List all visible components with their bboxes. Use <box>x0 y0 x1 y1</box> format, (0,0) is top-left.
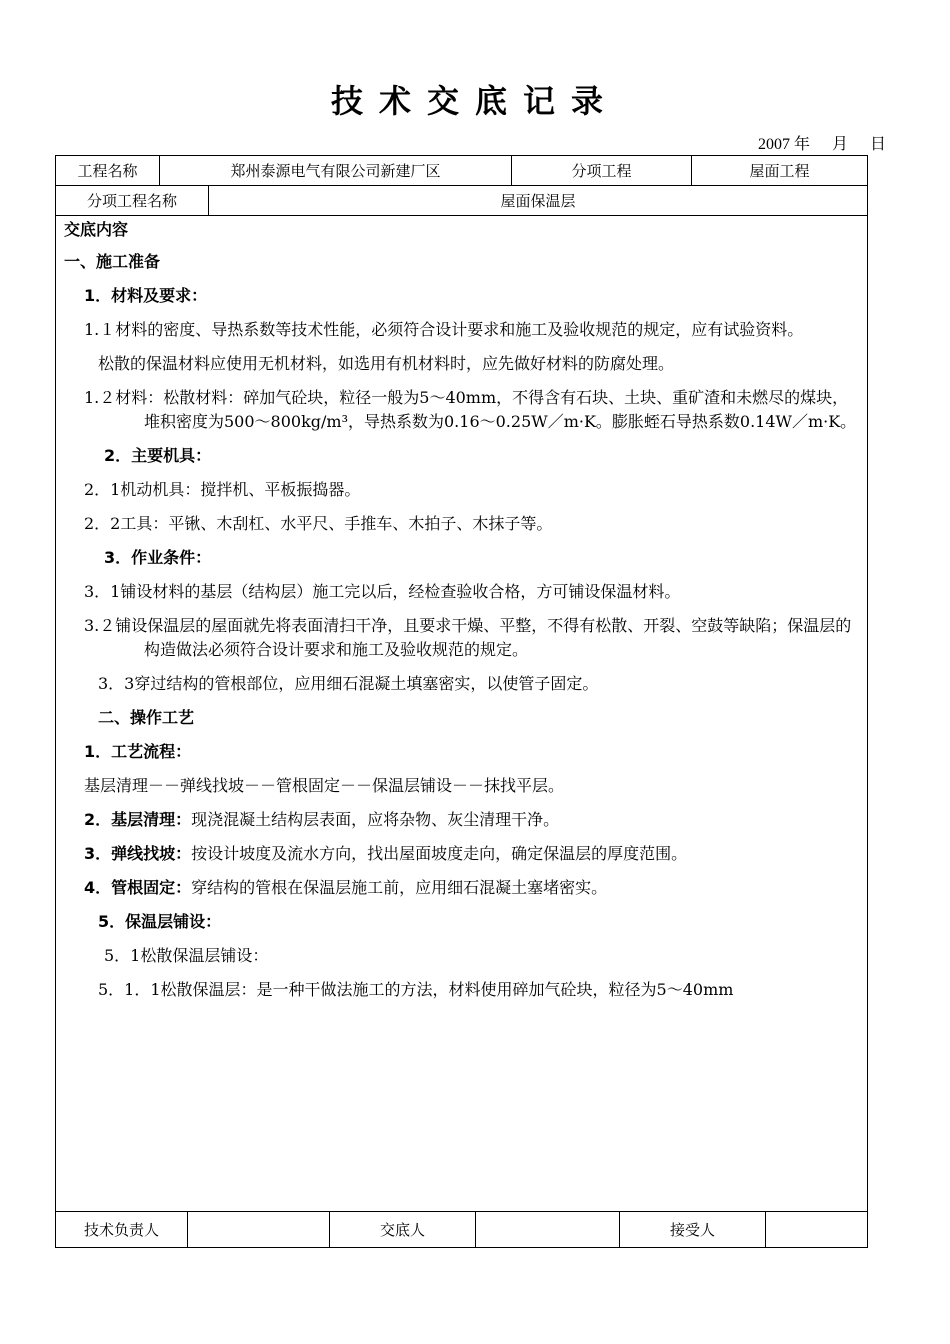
heading-conditions: 3．作业条件： <box>104 548 212 567</box>
pipe-label: 4．管根固定： <box>84 878 192 897</box>
para-1-1: 1.１材料的密度、导热系数等技术性能，必须符合设计要求和施工及验收规范的规定，应有试验资料。 <box>84 320 804 339</box>
receiver-label: 接受人 <box>620 1212 766 1247</box>
slope-label: 3．弹线找坡： <box>84 844 192 863</box>
para-slope <box>64 842 861 866</box>
sub-project-value: 屋面工程 <box>749 162 810 180</box>
discloser-signature[interactable] <box>476 1212 620 1247</box>
base-clean-label: 2．基层清理： <box>84 810 192 829</box>
date-year-unit: 年 <box>793 136 810 153</box>
para-5-1-1: 5．1．1松散保温层：是一种干做法施工的方法，材料使用碎加气砼块，粒径为5～40mm <box>98 980 734 999</box>
project-name-value: 郑州泰源电气有限公司新建厂区 <box>160 156 512 185</box>
heading-tools: 2．主要机具： <box>104 446 212 465</box>
date-year: 2007 <box>757 136 790 153</box>
para-base-clean <box>64 808 861 832</box>
signature-row <box>56 1211 867 1247</box>
disclosure-content <box>64 218 861 1002</box>
para-1-2: 1.２材料：松散材料：碎加气砼块，粒径一般为5～40mm，不得含有石块、土块、重矿渣和未燃尽的煤块，堆积密度为500～800kg/m³，导热系数为0.16～0.25W／m·K。膨胀蛭石导热系数0.14W／m·K。 <box>84 388 857 431</box>
heading-materials: 1．材料及要求： <box>84 286 208 305</box>
pipe-text: 穿结构的管根在保温层施工前，应用细石混凝土塞堵密实。 <box>191 878 608 897</box>
para-pipe <box>64 876 861 900</box>
sub-project-name-value: 屋面保温层 <box>500 192 576 210</box>
para-5-1: 5．1松散保温层铺设： <box>104 946 269 965</box>
heading-preparation: 一、施工准备 <box>64 252 161 271</box>
para-1-1b: 松散的保温材料应使用无机材料，如选用有机材料时，应先做好材料的防腐处理。 <box>98 354 675 373</box>
project-name-label: 工程名称 <box>56 156 160 185</box>
base-clean-text: 现浇混凝土结构层表面，应将杂物、灰尘清理干净。 <box>191 810 560 829</box>
header-row-1 <box>56 156 867 186</box>
para-3-1: 3．1铺设材料的基层（结构层）施工完以后，经检查验收合格，方可铺设保温材料。 <box>84 582 681 601</box>
date-month-unit: 月 <box>831 136 848 153</box>
discloser-label: 交底人 <box>330 1212 476 1247</box>
para-2-1: 2．1机动机具：搅拌机、平板振捣器。 <box>84 480 361 499</box>
slope-text: 按设计坡度及流水方向，找出屋面坡度走向，确定保温层的厚度范围。 <box>191 844 688 863</box>
para-flow: 基层清理－－弹线找坡－－管根固定－－保温层铺设－－抹找平层。 <box>84 776 565 795</box>
sub-project-name-label: 分项工程名称 <box>56 186 209 215</box>
receiver-signature[interactable] <box>766 1212 867 1247</box>
para-2-2: 2．2工具：平锹、木刮杠、水平尺、手推车、木拍子、木抹子等。 <box>84 514 553 533</box>
para-3-2: 3.２铺设保温层的屋面就先将表面清扫干净，且要求干燥、平整，不得有松散、开裂、空鼓等缺陷；保温层的构造做法必须符合设计要求和施工及验收规范的规定。 <box>84 616 852 659</box>
record-form <box>55 155 868 1248</box>
date-line <box>754 131 886 154</box>
date-day-unit: 日 <box>869 136 886 153</box>
tech-lead-label: 技术负责人 <box>56 1212 188 1247</box>
heading-insulation: 5．保温层铺设： <box>98 912 222 931</box>
section-label: 交底内容 <box>64 220 129 239</box>
heading-flow: 1．工艺流程： <box>84 742 192 761</box>
sub-project-label: 分项工程 <box>512 156 692 185</box>
page-title: 技术交底记录 <box>330 82 619 120</box>
tech-lead-signature[interactable] <box>188 1212 330 1247</box>
header-row-2 <box>56 186 867 216</box>
para-3-3: 3．3穿过结构的管根部位，应用细石混凝土填塞密实，以使管子固定。 <box>98 674 599 693</box>
heading-process: 二、操作工艺 <box>98 708 195 727</box>
